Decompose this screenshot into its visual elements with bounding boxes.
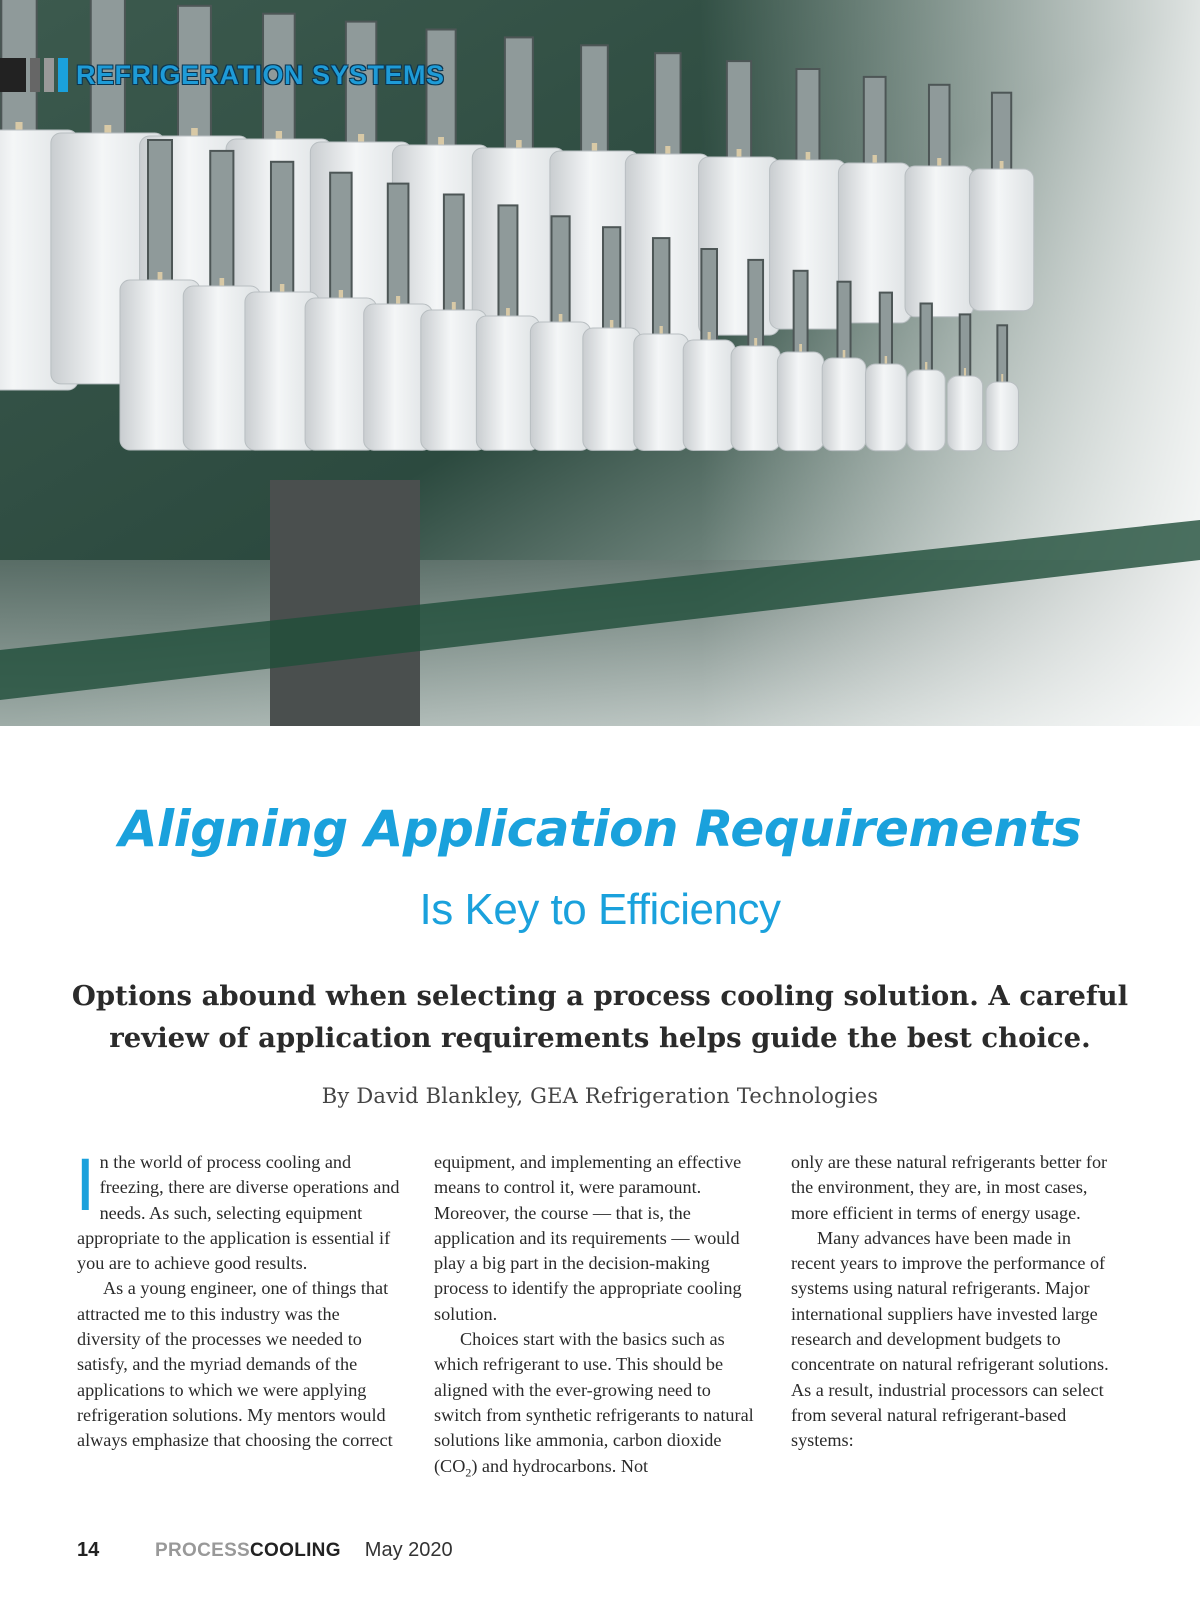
clamp [388, 184, 409, 313]
popsicle [905, 166, 973, 317]
paragraph: As a young engineer, one of things that attracted me to this industry was the diversity of the processes we needed to satisfy, and the myriad demands of the applications to which we were applying refrigeration solutions. My mentors would always emphasize that choosing the correct [77, 1278, 393, 1451]
drop-cap: I [75, 1143, 96, 1226]
subscript: 2 [465, 1465, 472, 1480]
section-tag-bars [0, 58, 68, 92]
clamp [552, 216, 570, 329]
popsicle [731, 346, 780, 451]
paragraph: only are these natural refrigerants better for the environment, they are, in most cases, more efficient in terms of energy usage. [791, 1152, 1108, 1223]
body-column-1 [75, 1143, 405, 1454]
popsicle [583, 328, 641, 450]
clamp [444, 195, 464, 319]
section-tag [0, 58, 445, 92]
paragraph-text: ) and hydrocarbons. Not [471, 1455, 649, 1476]
body-column-2 [434, 1150, 762, 1479]
issue-date: May 2020 [364, 1539, 453, 1561]
popsicle [822, 358, 866, 451]
clamp [505, 37, 533, 155]
section-tag-label: REFRIGERATION SYSTEMS [76, 59, 445, 90]
paragraph-text: n the world of process cooling and freezing, there are diverse operations and needs. As such, selecting equipment appropriate to the application is essential if you are to achieve good results. [77, 1152, 400, 1274]
popsicle [947, 376, 982, 451]
clamp [210, 151, 233, 296]
magazine-name-part2: COOLING [250, 1540, 341, 1561]
page-footer [77, 1539, 453, 1562]
clamp [796, 69, 819, 167]
clamp [498, 205, 517, 324]
popsicle [634, 334, 689, 450]
hero-illustration [0, 0, 1200, 726]
paragraph-text: Choices start with the basics such as which refrigerant to use. This should be aligned with the ever-growing need to switch from synthetic refrigerants to natural solutions like ammonia, carbon dioxide (CO [434, 1329, 754, 1476]
clamp [603, 227, 620, 335]
paragraph: Many advances have been made in recent years to improve the performance of systems using natural refrigerants. Major international suppliers have invested large research and development budgets to concentrate on natural refrigerant solutions. As a result, industrial processors can select from several natural refrigerant-based systems: [791, 1227, 1109, 1451]
clamp [701, 249, 717, 347]
clamp [330, 173, 351, 307]
paragraph: equipment, and implementing an effective means to control it, were paramount. Moreover, the course — that is, the application and its requirements — would play a big part in the decision-making process to identify the appropriate cooling solution. [434, 1152, 742, 1324]
article-title: Aligning Application Requirements [118, 800, 1082, 858]
clamp [727, 61, 751, 164]
clamp [655, 53, 680, 161]
article-subtitle: Is Key to Efficiency [419, 885, 781, 934]
body-column-3 [791, 1150, 1119, 1454]
popsicle [907, 370, 945, 451]
clamp [581, 45, 608, 158]
popsicle [777, 352, 823, 451]
magazine-name-part1: PROCESS [155, 1540, 251, 1561]
hero-photo [0, 0, 1200, 726]
popsicle [986, 382, 1018, 451]
paragraph [434, 1327, 762, 1479]
clamp [148, 140, 172, 290]
clamp [653, 238, 669, 341]
popsicle [530, 322, 590, 450]
paragraph [75, 1143, 405, 1276]
clamp [271, 162, 293, 301]
popsicle [683, 340, 735, 451]
article-byline: By David Blankley, GEA Refrigeration Technologies [321, 1084, 879, 1108]
popsicle [865, 364, 906, 451]
popsicle [969, 169, 1033, 311]
article-deck: Options abound when selecting a process cooling solution. A careful review of application requirements helps guide the best choice. [71, 980, 1129, 1054]
page-number: 14 [77, 1539, 100, 1561]
